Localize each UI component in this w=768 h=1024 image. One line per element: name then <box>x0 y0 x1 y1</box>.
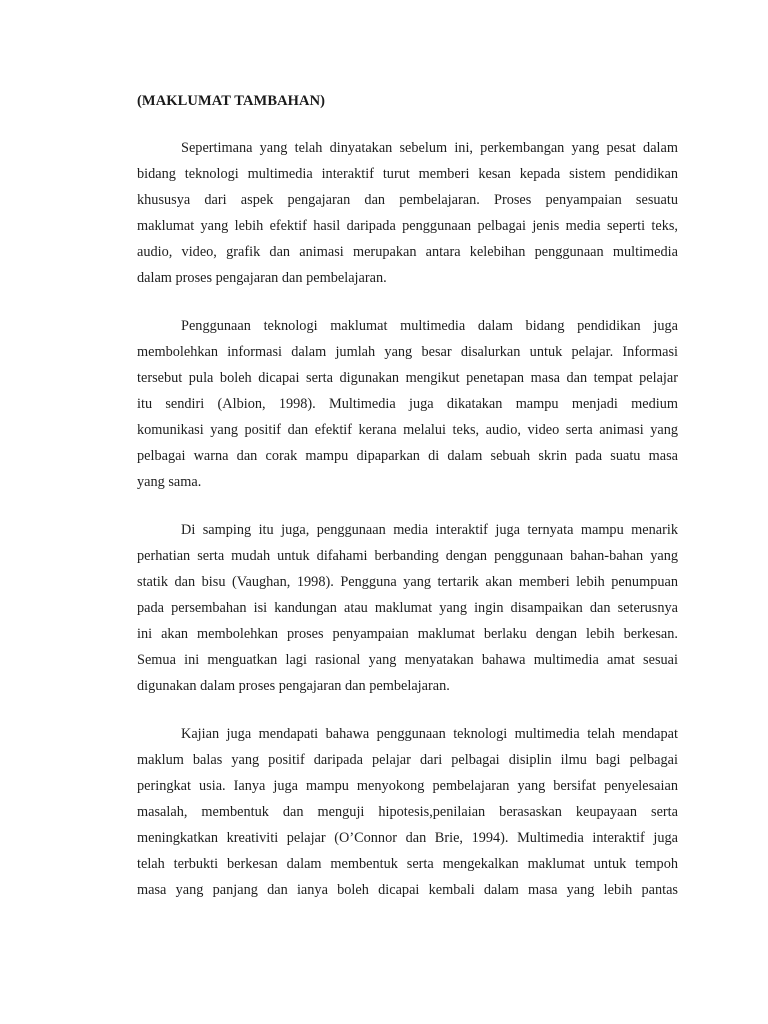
paragraph-line: pada persembahan isi kandungan atau maklumat yang ingin disampaikan dan seterusnya <box>137 600 678 616</box>
paragraph-line: yang sama. <box>137 474 202 490</box>
paragraph-line: Kajian juga mendapati bahawa penggunaan teknologi multimedia telah mendapat <box>181 726 678 742</box>
paragraph-line: digunakan dalam proses pengajaran dan pembelajaran. <box>137 678 450 694</box>
paragraph-line: statik dan bisu (Vaughan, 1998). Pengguna yang tertarik akan memberi lebih penumpuan <box>137 574 678 590</box>
paragraph-line: komunikasi yang positif dan efektif kerana melalui teks, audio, video serta animasi yang <box>137 422 678 438</box>
paragraph-line: peringkat usia. Ianya juga mampu menyokong pembelajaran yang bersifat penyelesaian <box>137 778 678 794</box>
paragraph-line: pelbagai warna dan corak mampu dipaparkan di dalam sebuah skrin pada suatu masa <box>137 448 678 464</box>
paragraph-line: perhatian serta mudah untuk difahami berbanding dengan penggunaan bahan-bahan yang <box>137 548 678 564</box>
paragraph-line: Penggunaan teknologi maklumat multimedia dalam bidang pendidikan juga <box>181 318 678 334</box>
paragraph-line: khususya dari aspek pengajaran dan pembelajaran. Proses penyampaian sesuatu <box>137 192 678 208</box>
paragraph-line: itu sendiri (Albion, 1998). Multimedia juga dikatakan mampu menjadi medium <box>137 396 678 412</box>
paragraph-line: Di samping itu juga, penggunaan media interaktif juga ternyata mampu menarik <box>181 522 678 538</box>
paragraph-line: dalam proses pengajaran dan pembelajaran. <box>137 270 387 286</box>
paragraph-line: membolehkan informasi dalam jumlah yang besar disalurkan untuk pelajar. Informasi <box>137 344 678 360</box>
paragraph-line: maklumat yang lebih efektif hasil daripada penggunaan pelbagai jenis media seperti teks, <box>137 218 678 234</box>
paragraph-line: Semua ini menguatkan lagi rasional yang menyatakan bahawa multimedia amat sesuai <box>137 652 678 668</box>
paragraph-line: masa yang panjang dan ianya boleh dicapai kembali dalam masa yang lebih pantas <box>137 882 678 898</box>
document-heading: (MAKLUMAT TAMBAHAN) <box>137 93 326 109</box>
paragraph-line: audio, video, grafik dan animasi merupakan antara kelebihan penggunaan multimedia <box>137 244 678 260</box>
paragraph-line: masalah, membentuk dan menguji hipotesis,penilaian berasaskan keupayaan serta <box>137 804 678 820</box>
paragraph-line: bidang teknologi multimedia interaktif turut memberi kesan kepada sistem pendidikan <box>137 166 678 182</box>
paragraph-line: Sepertimana yang telah dinyatakan sebelum ini, perkembangan yang pesat dalam <box>181 140 678 156</box>
paragraph-line: tersebut pula boleh dicapai serta digunakan mengikut penetapan masa dan tempat pelajar <box>137 370 678 386</box>
paragraph-line: meningkatkan kreativiti pelajar (O’Connor dan Brie, 1994). Multimedia interaktif juga <box>137 830 678 846</box>
paragraph-line: maklum balas yang positif daripada pelajar dari pelbagai disiplin ilmu bagi pelbagai <box>137 752 678 768</box>
paragraph-line: telah terbukti berkesan dalam membentuk serta mengekalkan maklumat untuk tempoh <box>137 856 678 872</box>
paragraph-line: ini akan membolehkan proses penyampaian maklumat berlaku dengan lebih berkesan. <box>137 626 678 642</box>
